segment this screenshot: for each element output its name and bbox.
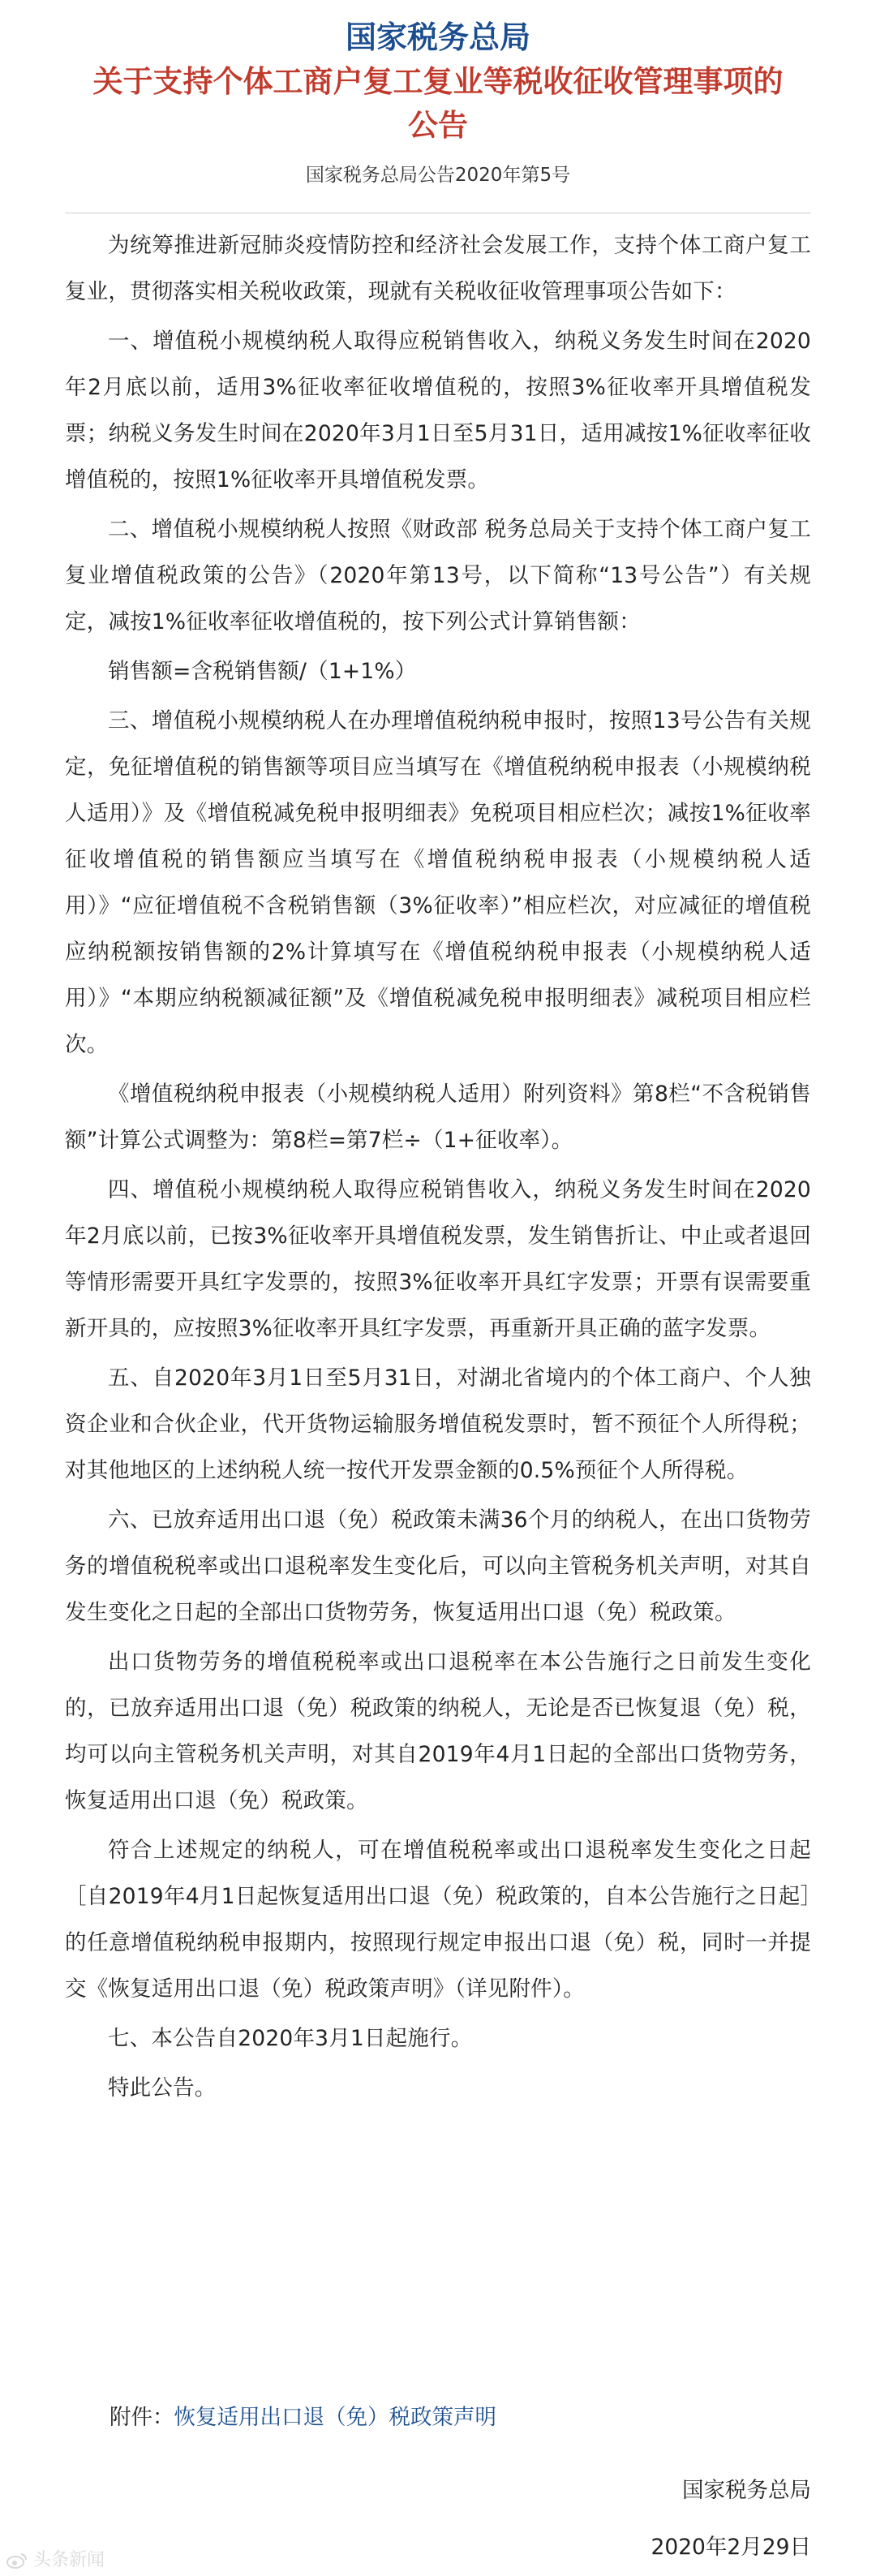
document-title-line2: 公告 (408, 108, 468, 143)
attachment-link[interactable]: 恢复适用出口退（免）税政策声明 (174, 2405, 496, 2430)
paragraph-item-3: 三、增值税小规模纳税人在办理增值税纳税申报时，按照13号公告有关规定，免征增值税的销售额等项目应当填写在《增值税纳税申报表（小规模纳税人适用）》及《增值税减免税申报明细表》免税项目相应栏次；减按1%征收率征收增值税的销售额应当填写在《增值税纳税申报表（小规模纳税人适用）》“应征增值税不含税销售额（3%征收率）”相应栏次，对应减征的增值税应纳税额按销售额的2%计算填写在《增值税纳税申报表（小规模纳税人适用）》“本期应纳税额减征额”及《增值税减免税申报明细表》减税项目相应栏次。 (65, 708, 811, 1057)
watermark-text: 头条新闻 (33, 2550, 105, 2570)
paragraph-item-3-note: 《增值税纳税申报表（小规模纳税人适用）附列资料》第8栏“不含税销售额”计算公式调整为：第8栏=第7栏÷（1+征收率）。 (65, 1082, 811, 1153)
formula-sales: 销售额=含税销售额/（1+1%） (108, 659, 417, 684)
signature-date: 2020年2月29日 (651, 2535, 811, 2560)
paragraph-item-2: 二、增值税小规模纳税人按照《财政部 税务总局关于支持个体工商户复工复业增值税政策的公告》（2020年第13号，以下简称“13号公告”）有关规定，减按1%征收率征收增值税的，按下列公式计算销售额： (65, 517, 811, 634)
signature-agency: 国家税务总局 (682, 2478, 811, 2503)
paragraph-item-6-a: 出口货物劳务的增值税税率或出口退税率在本公告施行之日前发生变化的，已放弃适用出口退（免）税政策的纳税人，无论是否已恢复退（免）税，均可以向主管税务机关声明，对其自2019年4月1日起的全部出口货物劳务，恢复适用出口退（免）税政策。 (65, 1649, 811, 1813)
paragraph-item-5: 五、自2020年3月1日至5月31日，对湖北省境内的个体工商户、个人独资企业和合伙企业，代开货物运输服务增值税发票时，暂不预征个人所得税；对其他地区的上述纳税人统一按代开发票金额的0.5%预征个人所得税。 (65, 1365, 811, 1483)
watermark (6, 2546, 105, 2571)
paragraph-item-6: 六、已放弃适用出口退（免）税政策未满36个月的纳税人，在出口货物劳务的增值税税率或出口退税率发生变化后，可以向主管税务机关声明，对其自发生变化之日起的全部出口货物劳务，恢复适用出口退（免）税政策。 (65, 1507, 811, 1625)
attachment-line (110, 2402, 496, 2434)
document-number: 国家税务总局公告2020年第5号 (305, 165, 571, 186)
paragraph-item-6-b: 符合上述规定的纳税人，可在增值税税率或出口退税率发生变化之日起［自2019年4月1日起恢复适用出口退（免）税政策的，自本公告施行之日起］的任意增值税纳税申报期内，按照现行规定申报出口退（免）税，同时一并提交《恢复适用出口退（免）税政策声明》（详见附件）。 (65, 1838, 811, 2002)
document-title-line1: 关于支持个体工商户复工复业等税收征收管理事项的 (92, 64, 784, 99)
document-header (0, 0, 876, 191)
paragraph-item-7: 七、本公告自2020年3月1日起施行。 (108, 2026, 473, 2051)
paragraph-item-4: 四、增值税小规模纳税人取得应税销售收入，纳税义务发生时间在2020年2月底以前，已按3%征收率开具增值税发票，发生销售折让、中止或者退回等情形需要开具红字发票的，按照3%征收率开具红字发票；开票有误需要重新开具的，应按照3%征收率开具红字发票，再重新开具正确的蓝字发票。 (65, 1177, 811, 1341)
paragraph-item-1: 一、增值税小规模纳税人取得应税销售收入，纳税义务发生时间在2020年2月底以前，适用3%征收率征收增值税的，按照3%征收率开具增值税发票；纳税义务发生时间在2020年3月1日至5月31日，适用减按1%征收率征收增值税的，按照1%征收率开具增值税发票。 (65, 329, 811, 492)
attachment-label: 附件： (110, 2405, 174, 2430)
agency-title: 国家税务总局 (345, 19, 530, 55)
paragraph-closing: 特此公告。 (108, 2075, 217, 2101)
document-body (65, 213, 811, 2114)
weibo-logo-icon (6, 2552, 28, 2569)
paragraph-intro: 为统筹推进新冠肺炎疫情防控和经济社会发展工作，支持个体工商户复工复业，贯彻落实相关税收政策，现就有关税收征收管理事项公告如下： (65, 233, 811, 304)
